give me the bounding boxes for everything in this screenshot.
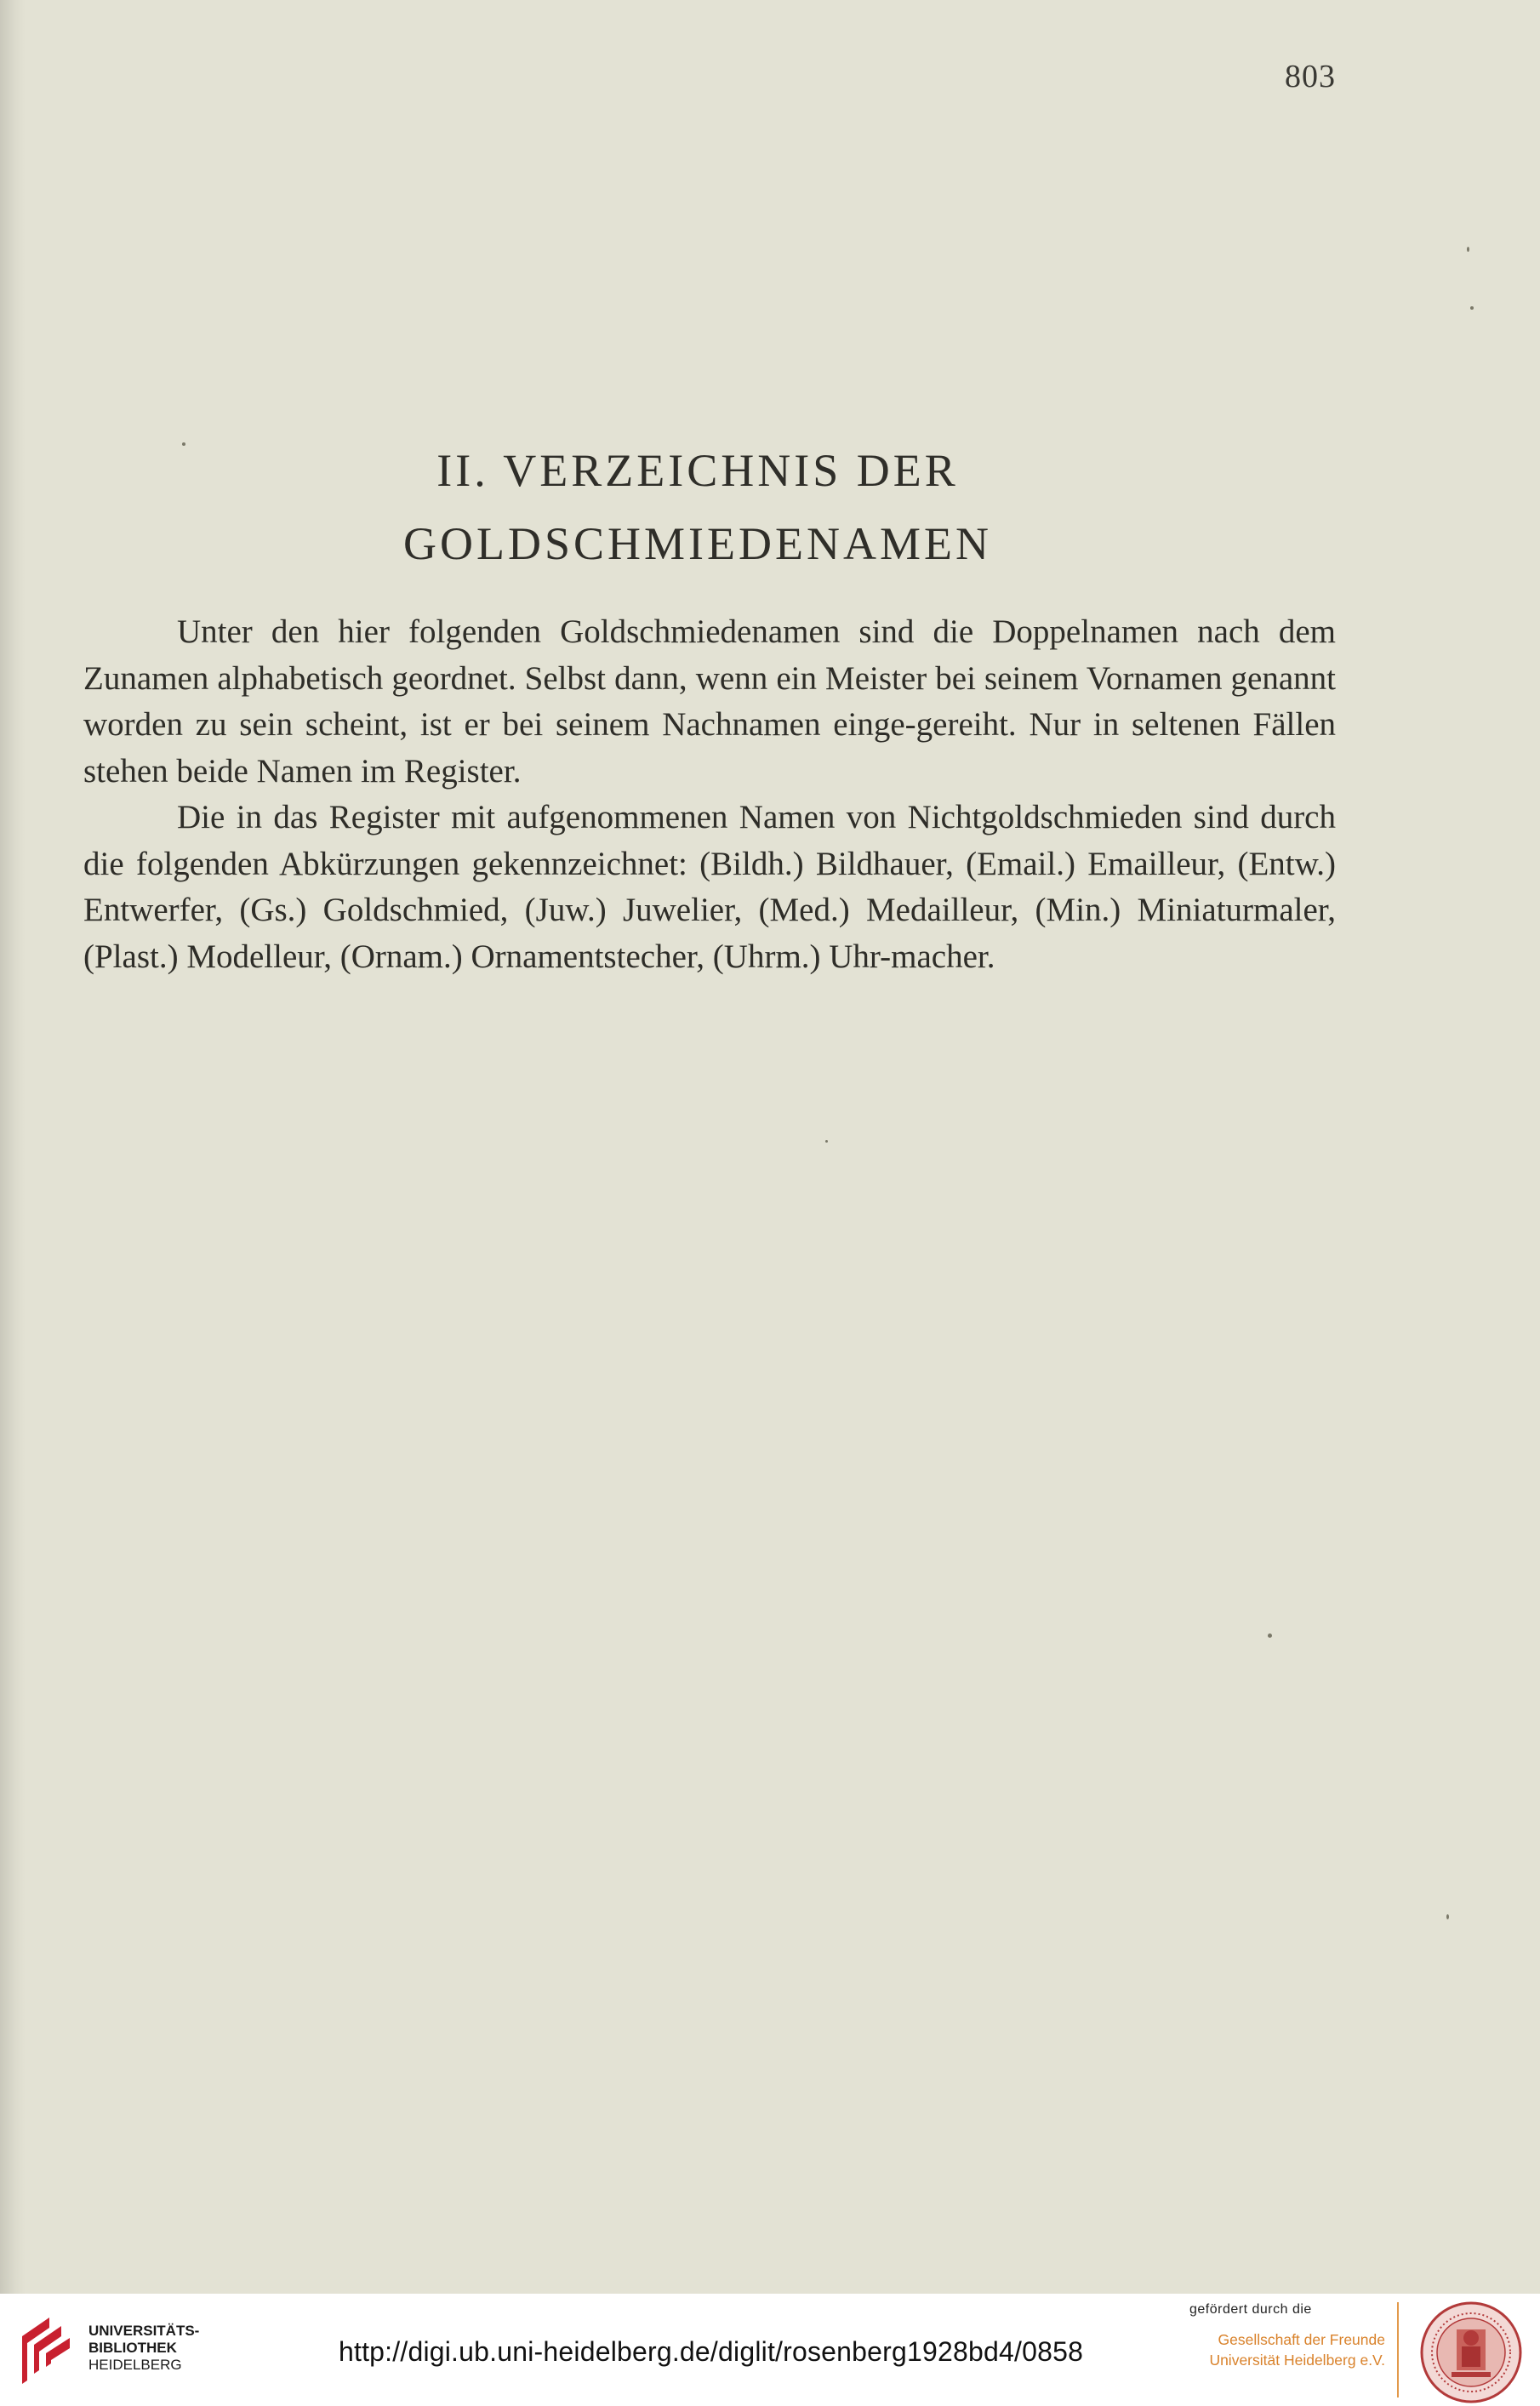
scan-speck <box>1467 247 1469 252</box>
scan-speck <box>1268 1633 1272 1638</box>
sponsor-name <box>1191 2329 1385 2370</box>
sponsor-label: gefördert durch die <box>1189 2302 1312 2317</box>
paragraph-2: Die in das Register mit aufgenommenen Namen von Nichtgoldschmieden sind durch die folgenden Abkürzungen gekennzeichnet: (Bildh.) Bildhauer, (Email.) Emailleur, (Entw.) Entwerfer, (Gs.) Goldschmied, (Juw.) Juwelier, (Med.) Medailleur, (Min.) Miniaturmaler, (Plast.) Modelleur, (Ornam.) Ornamentstecher, (Uhrm.) Uhr-macher. <box>83 799 1336 975</box>
scan-speck <box>1446 1914 1449 1919</box>
sponsor-name-line-1: Gesellschaft der Freunde <box>1218 2331 1385 2348</box>
paragraph-1: Unter den hier folgenden Goldschmiedenamen sind die Doppelnamen nach dem Zunamen alphabetisch geordnet. Selbst dann, wenn ein Meister bei seinem Vornamen genannt worden zu sein scheint, ist er bei seinem Nachnamen einge-gereiht. Nur in seltenen Fällen stehen beide Namen im Register. <box>83 613 1336 790</box>
digitization-footer <box>0 2294 1540 2406</box>
page-number: 803 <box>1285 59 1336 94</box>
heading-line-2: GOLDSCHMIEDENAMEN <box>403 518 992 569</box>
scan-speck <box>1470 306 1474 310</box>
scan-speck <box>182 442 185 446</box>
university-seal-icon <box>1419 2301 1523 2404</box>
sponsor-name-line-2: Universität Heidelberg e.V. <box>1209 2352 1385 2369</box>
binding-gutter <box>0 0 26 2294</box>
sponsor-divider <box>1397 2302 1399 2397</box>
section-heading <box>0 434 1395 580</box>
library-name-line-3: HEIDELBERG <box>88 2357 182 2373</box>
university-library-logo-icon <box>15 2311 75 2387</box>
heading-line-1: II. VERZEICHNIS DER <box>436 445 959 496</box>
body-text <box>83 609 1336 980</box>
permalink-url[interactable]: http://digi.ub.uni-heidelberg.de/diglit/rosenberg1928bd4/0858 <box>339 2336 1084 2367</box>
library-name <box>88 2323 199 2374</box>
library-name-line-2: BIBLIOTHEK <box>88 2340 177 2356</box>
scan-speck <box>825 1140 828 1143</box>
library-name-line-1: UNIVERSITÄTS- <box>88 2323 200 2339</box>
